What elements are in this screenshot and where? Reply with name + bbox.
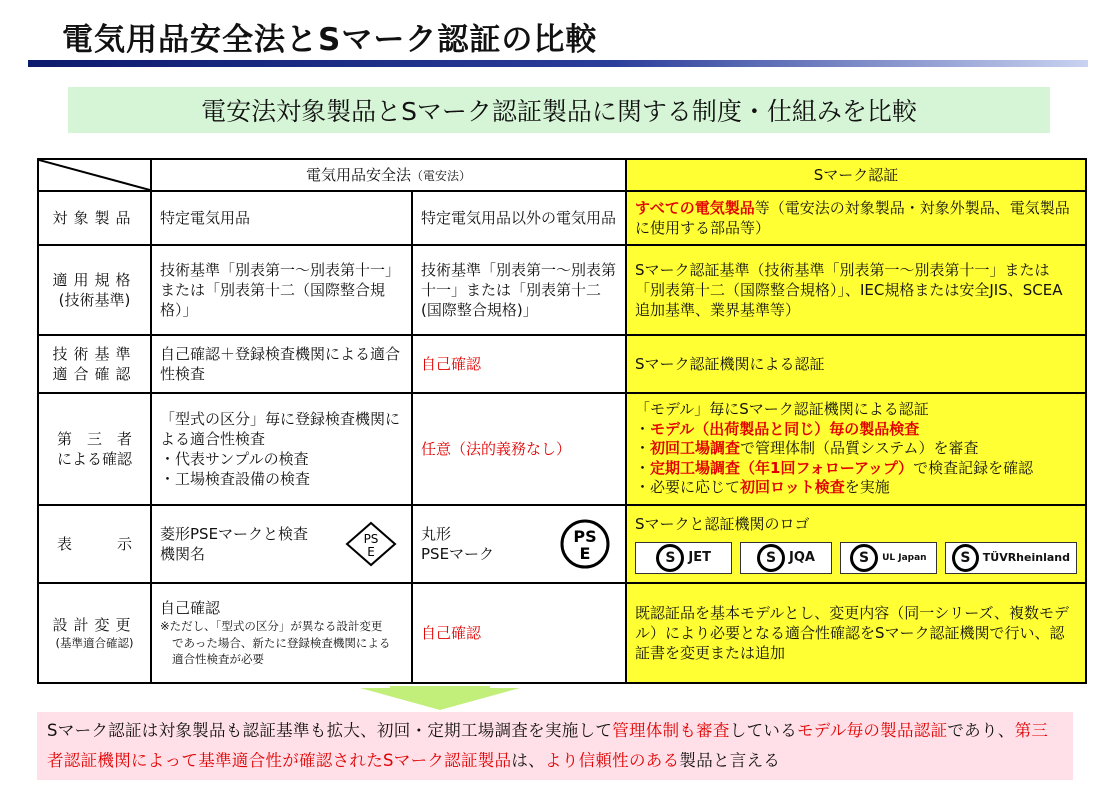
certifier-logos bbox=[635, 542, 1077, 574]
header-smark: Sマーク認証 bbox=[626, 159, 1086, 191]
cell-sekkei-1: 自己確認 ※ただし、「型式の区分」が異なる設計変更 であった場合、新たに登録検査機関による 適合性検査が必要 bbox=[151, 583, 412, 683]
cell-taisho-2: 特定電気用品以外の電気用品 bbox=[412, 191, 626, 245]
cell-hyoji-2: 丸形 PSEマーク PS E bbox=[412, 505, 626, 583]
cell-kikaku-2: 技術基準「別表第一～別表第十一」または「別表第十二(国際整合規格)」 bbox=[412, 245, 626, 335]
cell-kikaku-1: 技術基準「別表第一～別表第十一」または「別表第十二（国際整合規格）」 bbox=[151, 245, 412, 335]
header-denanho: 電気用品安全法（電安法） bbox=[151, 159, 626, 191]
conclusion-box: Sマーク認証は対象製品も認証基準も拡大、初回・定期工場調査を実施して管理体制も審査しているモデル毎の製品認証であり、第三者認証機関によって基準適合性が確認されたSマーク認証製品は、より信頼性のある製品と言える bbox=[37, 712, 1073, 780]
row-tekigo bbox=[38, 335, 1086, 393]
row-hyoji bbox=[38, 505, 1086, 583]
comparison-table bbox=[37, 158, 1087, 684]
cell-hyoji-1: 菱形PSEマークと検査機関名 PS E bbox=[151, 505, 412, 583]
row-kikaku bbox=[38, 245, 1086, 335]
corner-cell bbox=[38, 159, 151, 191]
table-header-row bbox=[38, 159, 1086, 191]
svg-text:PS: PS bbox=[573, 527, 597, 546]
subtitle-banner: 電安法対象製品とSマーク認証製品に関する制度・仕組みを比較 bbox=[68, 87, 1050, 133]
cell-tekigo-3: Sマーク認証機関による認証 bbox=[626, 335, 1086, 393]
row-sekkei bbox=[38, 583, 1086, 683]
cell-sekkei-2: 自己確認 bbox=[412, 583, 626, 683]
svg-text:E: E bbox=[367, 545, 375, 559]
cell-tekigo-2: 自己確認 bbox=[412, 335, 626, 393]
label-tekigo: 技術基準 適合確認 bbox=[38, 335, 151, 393]
row-taisho bbox=[38, 191, 1086, 245]
row-daisansha bbox=[38, 393, 1086, 505]
cell-daisansha-1: 「型式の区分」毎に登録検査機関による適合性検査 ・代表サンプルの検査 ・工場検査設備の検査 bbox=[151, 393, 412, 505]
round-pse-mark-icon bbox=[553, 516, 617, 572]
cell-taisho-3: すべての電気製品等（電安法の対象製品・対象外製品、電気製品に使用する部品等） bbox=[626, 191, 1086, 245]
cell-daisansha-2: 任意（法的義務なし） bbox=[412, 393, 626, 505]
tuv-rheinland-logo: S TÜVRheinland bbox=[945, 542, 1077, 574]
label-taisho: 対象製品 bbox=[38, 191, 151, 245]
title-underline bbox=[28, 60, 1088, 67]
label-sekkei: 設計変更 (基準適合確認) bbox=[38, 583, 151, 683]
cell-hyoji-3: Sマークと認証機関のロゴ S JET S JQA S UL Japan S TÜVRheinland bbox=[626, 505, 1086, 583]
cell-kikaku-3: Sマーク認証基準（技術基準「別表第一～別表第十一」または「別表第十二（国際整合規格）」、IEC規格または安全JIS、SCEA追加基準、業界基準等） bbox=[626, 245, 1086, 335]
label-daisansha: 第 三 者 による確認 bbox=[38, 393, 151, 505]
down-arrow-icon bbox=[360, 688, 520, 710]
label-kikaku: 適用規格 (技術基準) bbox=[38, 245, 151, 335]
diagonal-line bbox=[39, 160, 150, 190]
ul-japan-logo: S UL Japan bbox=[840, 542, 937, 574]
cell-daisansha-3: 「モデル」毎にSマーク認証機関による認証 ・モデル（出荷製品と同じ）毎の製品検査 ・初回工場調査で管理体制（品質システム）を審査 ・定期工場調査（年1回フォローアップ）で検査記録を確認 ・必要に応じて初回ロット検査を実施 bbox=[626, 393, 1086, 505]
label-hyoji: 表 示 bbox=[38, 505, 151, 583]
cell-sekkei-3: 既認証品を基本モデルとし、変更内容（同一シリーズ、複数モデル）により必要となる適合性確認をSマーク認証機関で行い、認証書を変更または追加 bbox=[626, 583, 1086, 683]
svg-text:E: E bbox=[579, 544, 591, 563]
jqa-logo: S JQA bbox=[740, 542, 831, 574]
svg-text:PS: PS bbox=[363, 532, 379, 546]
cell-taisho-1: 特定電気用品 bbox=[151, 191, 412, 245]
diamond-pse-mark-icon bbox=[339, 516, 403, 572]
cell-tekigo-1: 自己確認＋登録検査機関による適合性検査 bbox=[151, 335, 412, 393]
page-title: 電気用品安全法とSマーク認証の比較 bbox=[62, 22, 598, 58]
jet-logo: S JET bbox=[635, 542, 732, 574]
